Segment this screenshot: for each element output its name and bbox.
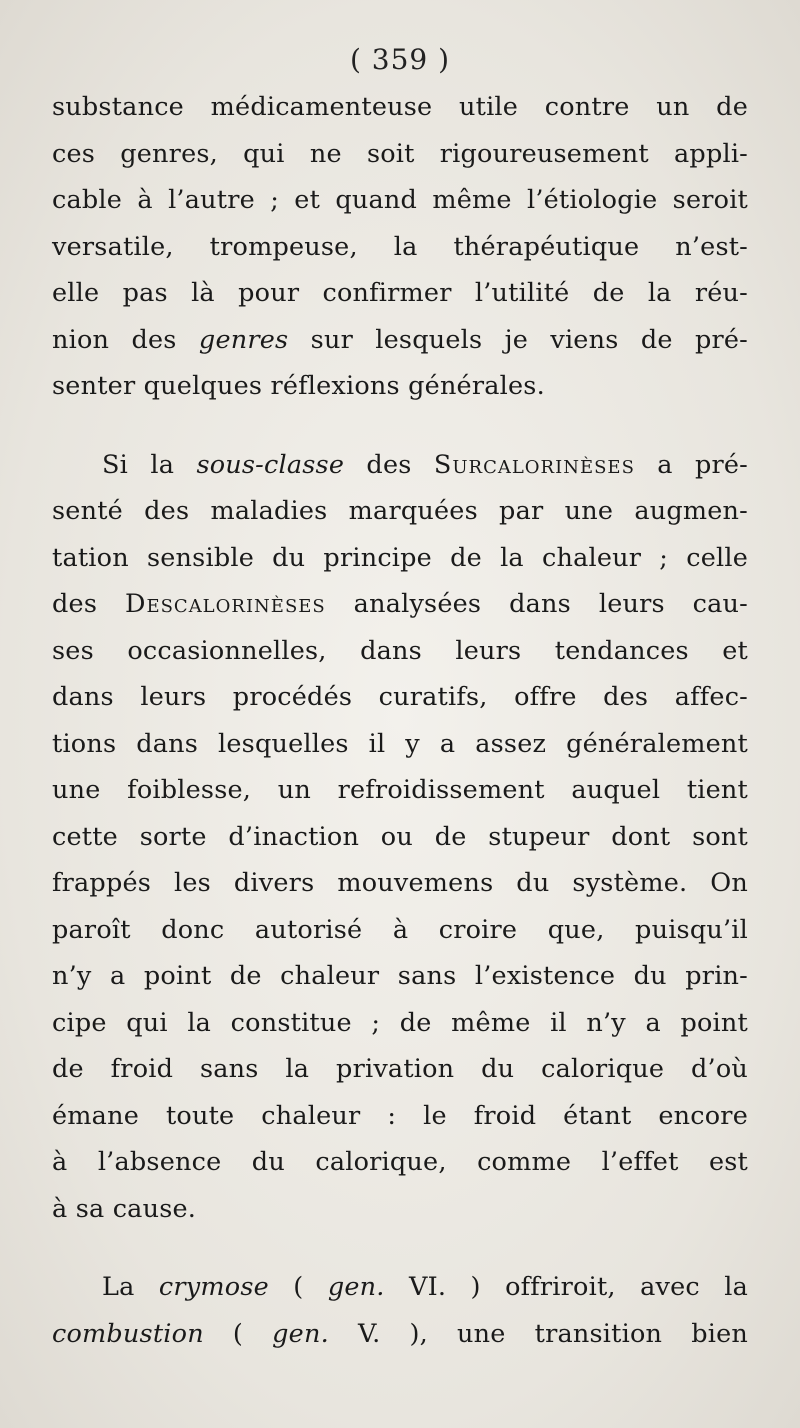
text-line: cable à l’autre ; et quand même l’étiologie seroit [52, 185, 748, 215]
text-line: versatile, trompeuse, la thérapéutique n’est- [52, 231, 748, 262]
text-line: ces genres, qui ne soit rigoureusement appli- [52, 138, 748, 169]
text-line: frappés les divers mouvemens du système. On [52, 868, 748, 898]
text-line: Si la sous-classe des Surcalorinèses a pré- [102, 449, 748, 480]
italic-term: sous-classe [196, 449, 345, 480]
text-line: La crymose ( gen. VI. ) offriroit, avec la [102, 1272, 748, 1302]
italic-term: crymose [158, 1272, 269, 1302]
small-caps-term: Surcalorinèses [433, 449, 635, 480]
text-line: tions dans lesquelles il y a assez généralement [52, 728, 748, 759]
text-line: nion des genres sur lesquels je viens de pré- [52, 324, 748, 355]
text-line: une foiblesse, un refroidissement auquel tient [52, 775, 748, 805]
text-line: n’y a point de chaleur sans l’existence du prin- [52, 961, 748, 991]
text-line: cette sorte d’inaction ou de stupeur dont sont [52, 821, 748, 852]
text-line: dans leurs procédés curatifs, offre des affec- [52, 682, 748, 712]
text-line: tation sensible du principe de la chaleur ; celle [52, 542, 748, 573]
text-line: ses occasionnelles, dans leurs tendances et [52, 635, 748, 666]
small-caps-term: Descalorinèses [125, 589, 326, 619]
italic-term: gen. [327, 1272, 385, 1302]
text-line: à l’absence du calorique, comme l’effet est [52, 1147, 748, 1177]
text-line: des Descalorinèses analysées dans leurs cau- [52, 589, 748, 619]
italic-term: gen. [272, 1318, 329, 1349]
text-line: à sa cause. [52, 1193, 197, 1224]
text-line: émane toute chaleur : le froid étant encore [52, 1100, 748, 1131]
text-line: paroît donc autorisé à croire que, puisqu’il [52, 914, 748, 945]
italic-term: genres [198, 324, 289, 355]
text-line: senter quelques réflexions générales. [52, 371, 545, 401]
paragraph-gap [52, 1232, 748, 1264]
paragraph-2 [52, 442, 748, 1233]
paragraph-3 [52, 1264, 748, 1357]
paragraph-gap [52, 410, 748, 442]
paragraph-1 [52, 84, 748, 410]
page-number: ( 359 ) [349, 43, 451, 76]
text-line: substance médicamenteuse utile contre un de [52, 92, 748, 122]
text-line: senté des maladies marquées par une augmen- [52, 496, 748, 526]
text-line: elle pas là pour confirmer l’utilité de la réu- [52, 278, 748, 308]
italic-term: combustion [52, 1318, 204, 1349]
text-line: de froid sans la privation du calorique d’où [52, 1054, 748, 1084]
text-line: cipe qui la constitue ; de même il n’y a point [52, 1007, 748, 1038]
text-line: combustion ( gen. V. ), une transition bien [52, 1318, 749, 1349]
